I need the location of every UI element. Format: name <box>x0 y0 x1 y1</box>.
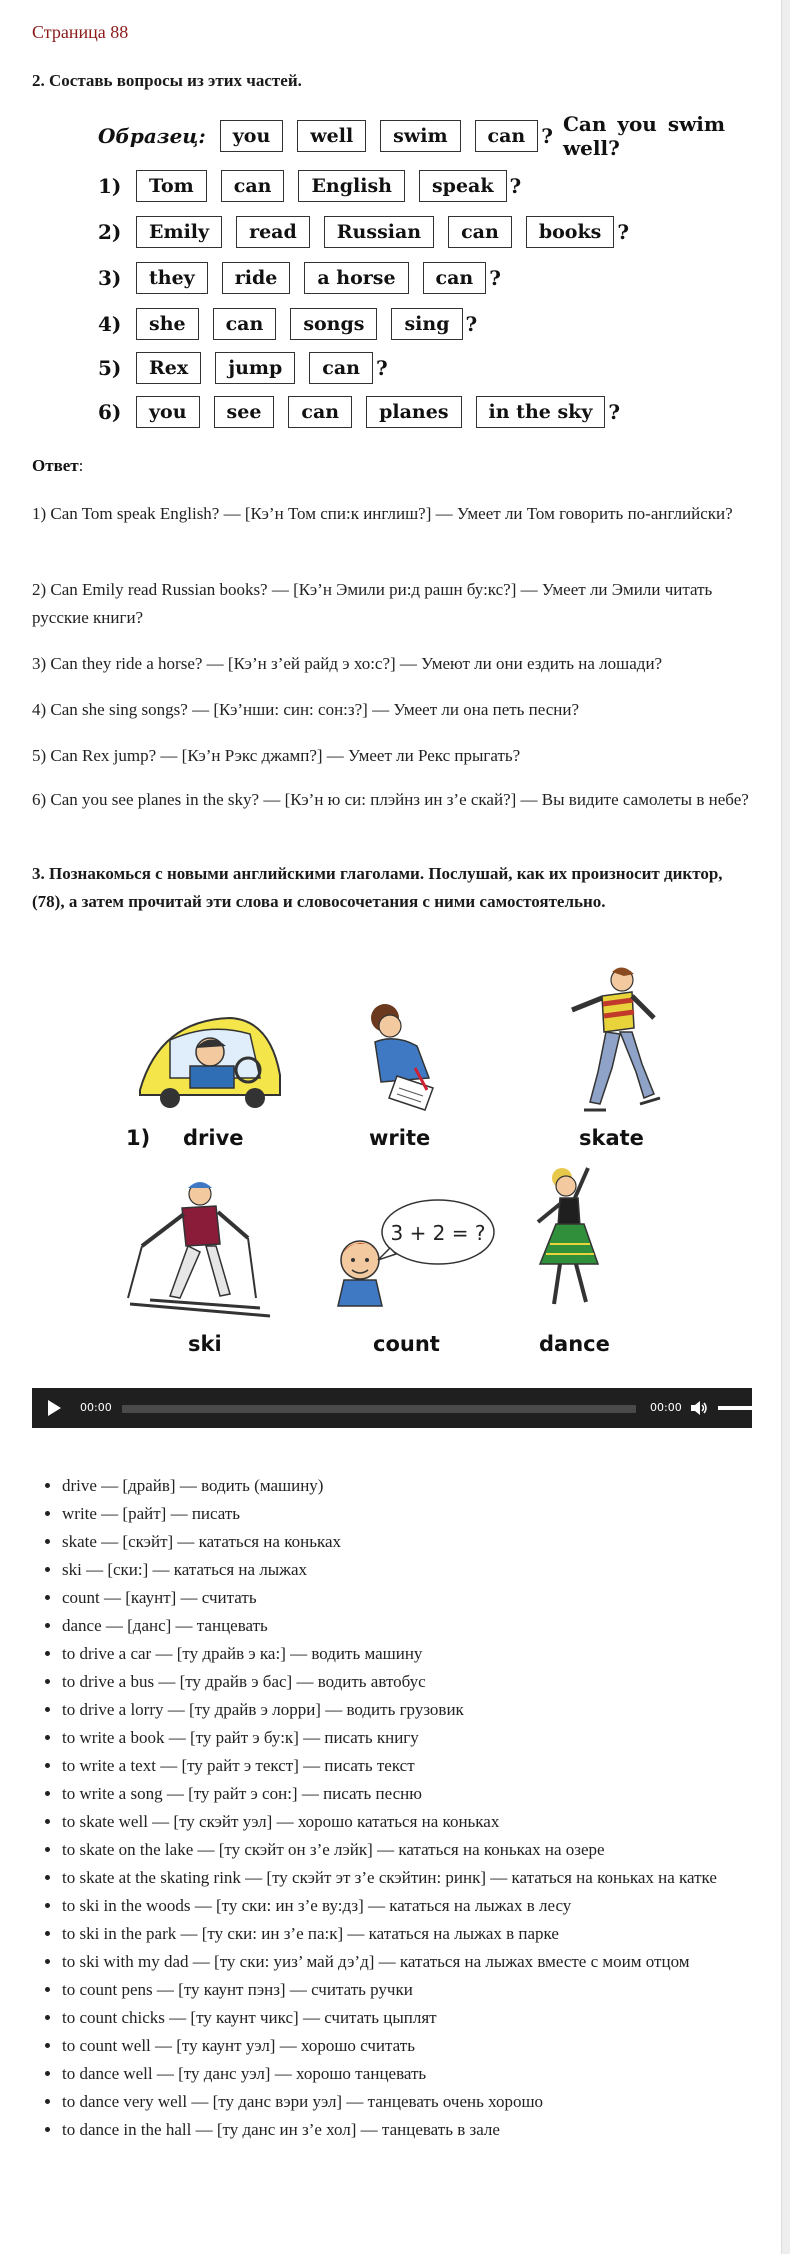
exercise-image <box>0 108 790 438</box>
list-item: • drive — [драйв] — водить (машину) <box>62 1472 787 1500</box>
volume-slider[interactable] <box>718 1406 768 1410</box>
write-girl-illustration <box>345 998 455 1113</box>
exercise-row-3 <box>98 258 501 298</box>
word-box: Emily <box>136 216 222 248</box>
word-box: can <box>309 352 373 384</box>
word-box: speak <box>419 170 507 202</box>
verb-drive: drive <box>183 1126 244 1150</box>
exercise-row-1 <box>98 166 521 206</box>
word-box: see <box>214 396 275 428</box>
word-box: you <box>136 396 200 428</box>
volume-icon[interactable] <box>690 1400 708 1416</box>
word-box: swim <box>380 120 460 152</box>
word-box: can <box>448 216 512 248</box>
answer-item-3: 3) Can they ride a horse? — [Кэ’н з’ей райд э хо:с?] — Умеют ли они ездить на лошади? <box>32 654 663 673</box>
audio-player <box>32 1388 752 1428</box>
question-mark: ? <box>489 266 501 290</box>
skate-boy-illustration <box>560 962 660 1122</box>
word-box: Rex <box>136 352 201 384</box>
dance-girl-illustration <box>530 1164 630 1314</box>
exercise-row-4 <box>98 304 477 344</box>
list-item: • count — [каунт] — считать <box>62 1584 787 1612</box>
word-box: can <box>475 120 539 152</box>
question-mark: ? <box>541 124 553 148</box>
list-item: • to write a book — [ту райт э бу:к] — писать книгу <box>62 1724 787 1752</box>
answer-item-4: 4) Can she sing songs? — [Кэ’нши: син: сон:з?] — Умеет ли она петь песни? <box>32 700 580 719</box>
verb-count: count <box>373 1332 440 1356</box>
task3-heading: 3. Познакомься с новыми английскими глаголами. Послушай, как их произносит диктор, (78), а затем прочитай эти слова и словосочетания с ними самостоятельно. <box>32 864 723 911</box>
answer-item-1: 1) Can Tom speak English? — [Кэ’н Том спи:к инглиш?] — Умеет ли Том говорить по-английски? <box>32 504 733 523</box>
list-item: • to dance very well — [ту данс вэри уэл] — танцевать очень хорошо <box>62 2088 787 2116</box>
word-box: can <box>213 308 277 340</box>
verb-dance: dance <box>539 1332 610 1356</box>
question-mark: ? <box>465 312 478 336</box>
word-box: songs <box>290 308 377 340</box>
word-box: in the sky <box>476 396 606 428</box>
list-item: • to skate well — [ту скэйт уэл] — хорошо кататься на коньках <box>62 1808 787 1836</box>
list-item: • to write a text — [ту райт э текст] — писать текст <box>62 1752 787 1780</box>
list-item: • to ski in the park — [ту ски: ин з’е па:к] — кататься на лыжах в парке <box>62 1920 787 1948</box>
answer-label: Ответ: <box>32 456 84 475</box>
list-item: • skate — [скэйт] — кататься на коньках <box>62 1528 787 1556</box>
word-box: can <box>288 396 352 428</box>
list-item: • to count pens — [ту каунт пэнз] — считать ручки <box>62 1976 787 2004</box>
row-number: 6) <box>98 400 122 424</box>
word-box: Russian <box>324 216 434 248</box>
word-box: can <box>423 262 487 294</box>
task2-heading: 2. Составь вопросы из этих частей. <box>32 71 302 90</box>
play-icon[interactable] <box>48 1400 61 1416</box>
word-box: ride <box>222 262 291 294</box>
list-item: • to drive a lorry — [ту драйв э лорри] — водить грузовик <box>62 1696 787 1724</box>
word-box: planes <box>366 396 461 428</box>
list-item: • to write a song — [ту райт э сон:] — писать песню <box>62 1780 787 1808</box>
duration: 00:00 <box>650 1401 682 1414</box>
question-mark: ? <box>608 400 621 424</box>
sample-answer: Can you swim well? <box>562 112 726 160</box>
row-number: 3) <box>98 266 122 290</box>
page-title: Страница 88 <box>32 22 129 42</box>
vocabulary-list <box>32 1472 787 2144</box>
list-item: • to ski in the woods — [ту ски: ин з’е ву:дз] — кататься на лыжах в лесу <box>62 1892 787 1920</box>
list-item: • to ski with my dad — [ту ски: уиз’ май дэ’д] — кататься на лыжах вместе с моим отцом <box>62 1948 787 1976</box>
word-box: Tom <box>136 170 207 202</box>
word-box: can <box>221 170 285 202</box>
list-item: • dance — [данс] — танцевать <box>62 1612 787 1640</box>
word-box: jump <box>215 352 295 384</box>
sample-label: Образец: <box>98 124 206 148</box>
list-item: • to dance in the hall — [ту данс ин з’е хол] — танцевать в зале <box>62 2116 787 2144</box>
word-box: they <box>136 262 208 294</box>
question-mark: ? <box>376 356 388 380</box>
word-box: she <box>136 308 199 340</box>
progress-track[interactable] <box>122 1405 636 1413</box>
answer-item-5: 5) Can Rex jump? — [Кэ’н Рэкс джамп?] — Умеет ли Рекс прыгать? <box>32 746 521 765</box>
verb-number: 1) <box>126 1126 151 1150</box>
word-box: sing <box>391 308 462 340</box>
question-mark: ? <box>617 220 630 244</box>
drive-car-illustration <box>130 1000 290 1110</box>
list-item: • ski — [ски:] — кататься на лыжах <box>62 1556 787 1584</box>
row-number: 4) <box>98 312 122 336</box>
word-box: read <box>236 216 310 248</box>
list-item: • to dance well — [ту данс уэл] — хорошо танцевать <box>62 2060 787 2088</box>
verb-write: write <box>369 1126 431 1150</box>
exercise-row-5 <box>98 348 388 388</box>
list-item: • to skate at the skating rink — [ту скэйт эт з’е скэйтин: ринк] — кататься на коньках на катке <box>62 1864 787 1892</box>
word-box: a horse <box>304 262 408 294</box>
verbs-illustration <box>0 986 790 1366</box>
list-item: • write — [райт] — писать <box>62 1500 787 1528</box>
sample-row <box>98 112 790 160</box>
word-box: books <box>526 216 615 248</box>
count-boy-illustration <box>330 1198 500 1308</box>
ski-girl-illustration <box>120 1178 270 1318</box>
row-number: 1) <box>98 174 122 198</box>
bubble-text: 3 + 2 = ? <box>390 1221 486 1245</box>
answer-item-2: 2) Can Emily read Russian books? — [Кэ’н Эмили ри:д рашн бу:кс?] — Умеет ли Эмили читать русские книги? <box>32 580 713 627</box>
verb-ski: ski <box>188 1332 222 1356</box>
row-number: 5) <box>98 356 122 380</box>
word-box: you <box>220 120 284 152</box>
exercise-row-2 <box>98 212 629 252</box>
exercise-row-6 <box>98 392 620 432</box>
current-time: 00:00 <box>80 1401 112 1414</box>
list-item: • to drive a car — [ту драйв э ка:] — водить машину <box>62 1640 787 1668</box>
answer-item-6: 6) Can you see planes in the sky? — [Кэ’н ю си: плэйнз ин з’е скай?] — Вы видите самолеты в небе? <box>32 790 749 809</box>
list-item: • to drive a bus — [ту драйв э бас] — водить автобус <box>62 1668 787 1696</box>
verb-skate: skate <box>579 1126 644 1150</box>
list-item: • to count chicks — [ту каунт чикс] — считать цыплят <box>62 2004 787 2032</box>
question-mark: ? <box>509 174 522 198</box>
list-item: • to count well — [ту каунт уэл] — хорошо считать <box>62 2032 787 2060</box>
row-number: 2) <box>98 220 122 244</box>
word-box: English <box>298 170 405 202</box>
word-box: well <box>297 120 366 152</box>
list-item: • to skate on the lake — [ту скэйт он з’е лэйк] — кататься на коньках на озере <box>62 1836 787 1864</box>
